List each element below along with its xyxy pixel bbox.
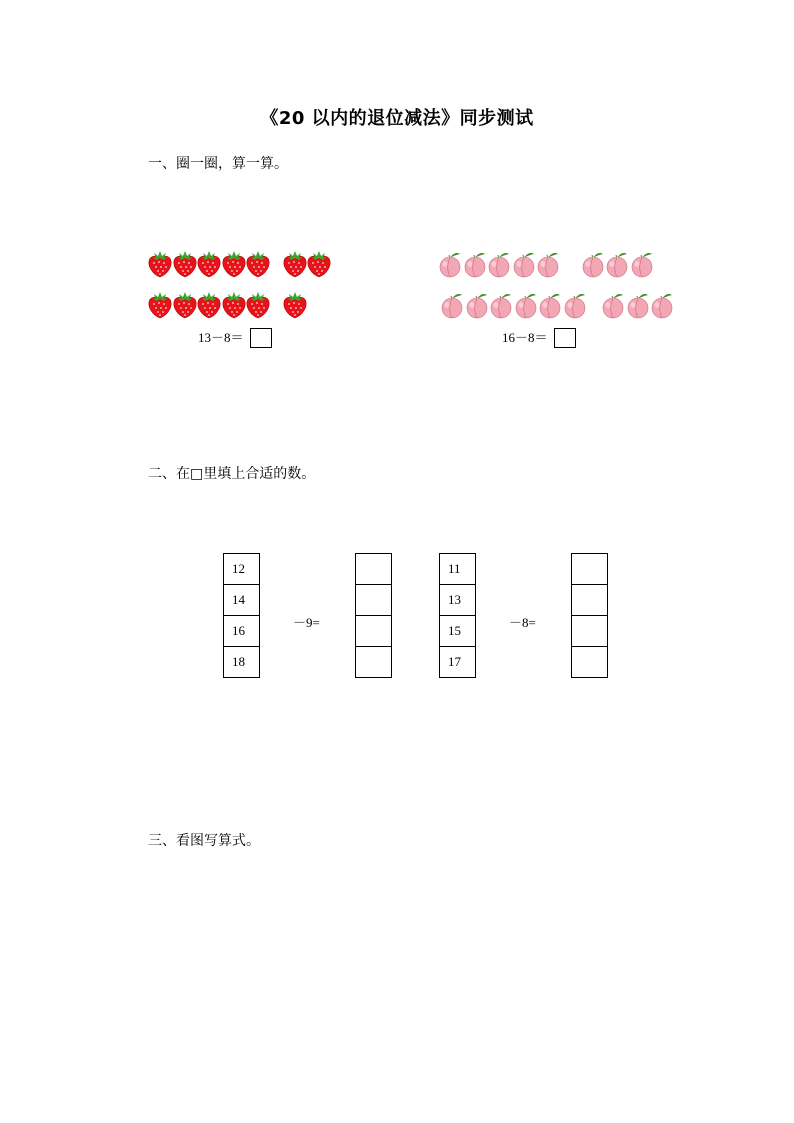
strawberry-row-1 — [147, 250, 347, 280]
strawberry-icon — [196, 291, 222, 319]
peach-icon — [626, 291, 650, 319]
peach-icon — [438, 250, 462, 278]
peach-icon — [581, 250, 605, 278]
number-cell: 11 — [440, 554, 476, 585]
number-cell: 12 — [224, 554, 260, 585]
answer-column-2 — [571, 553, 608, 678]
peach-icon — [650, 291, 674, 319]
number-cell: 13 — [440, 585, 476, 616]
operator-1: －9= — [293, 615, 320, 630]
peach-icon — [601, 291, 625, 319]
strawberry-icon — [306, 250, 332, 278]
equation-left — [198, 327, 272, 347]
strawberry-icon — [245, 250, 271, 278]
strawberry-icon — [221, 250, 247, 278]
answer-cell[interactable] — [356, 616, 392, 647]
strawberry-icon — [147, 291, 173, 319]
peach-icon — [465, 291, 489, 319]
equation-left-text: 13－8＝ — [198, 330, 244, 346]
number-cell: 18 — [224, 647, 260, 678]
peach-icon — [514, 291, 538, 319]
number-cell: 14 — [224, 585, 260, 616]
answer-cell[interactable] — [356, 647, 392, 678]
section2-heading: 二、在□里填上合适的数。 — [148, 466, 316, 482]
strawberry-icon — [282, 250, 308, 278]
strawberry-icon — [147, 250, 173, 278]
answer-box-left[interactable] — [250, 328, 272, 348]
answer-box-right[interactable] — [554, 328, 576, 348]
strawberry-icon — [172, 291, 198, 319]
peach-icon — [463, 250, 487, 278]
peach-icon — [512, 250, 536, 278]
strawberry-row-2 — [147, 291, 347, 321]
answer-column-1 — [355, 553, 392, 678]
section3-heading: 三、看图写算式。 — [148, 833, 260, 849]
number-cell: 17 — [440, 647, 476, 678]
page-title: 《20 以内的退位减法》同步测试 — [260, 108, 534, 129]
answer-cell[interactable] — [572, 585, 608, 616]
peach-icon — [563, 291, 587, 319]
peach-icon — [605, 250, 629, 278]
peach-icon — [630, 250, 654, 278]
peach-row-1 — [438, 250, 678, 280]
answer-cell[interactable] — [572, 554, 608, 585]
peach-row-2 — [440, 291, 680, 321]
equation-right-text: 16－8＝ — [502, 330, 548, 346]
strawberry-icon — [245, 291, 271, 319]
strawberry-icon — [172, 250, 198, 278]
strawberry-icon — [221, 291, 247, 319]
answer-cell[interactable] — [572, 647, 608, 678]
answer-cell[interactable] — [572, 616, 608, 647]
strawberry-icon — [196, 250, 222, 278]
number-cell: 16 — [224, 616, 260, 647]
section1-heading: 一、圈一圈，算一算。 — [148, 156, 288, 172]
strawberry-icon — [282, 291, 308, 319]
answer-cell[interactable] — [356, 554, 392, 585]
peach-icon — [536, 250, 560, 278]
peach-icon — [489, 291, 513, 319]
answer-cell[interactable] — [356, 585, 392, 616]
peach-icon — [538, 291, 562, 319]
number-cell: 15 — [440, 616, 476, 647]
number-column-1 — [223, 553, 260, 678]
equation-right — [502, 327, 576, 347]
operator-2: －8= — [509, 615, 536, 630]
peach-icon — [440, 291, 464, 319]
peach-icon — [487, 250, 511, 278]
number-column-2 — [439, 553, 476, 678]
